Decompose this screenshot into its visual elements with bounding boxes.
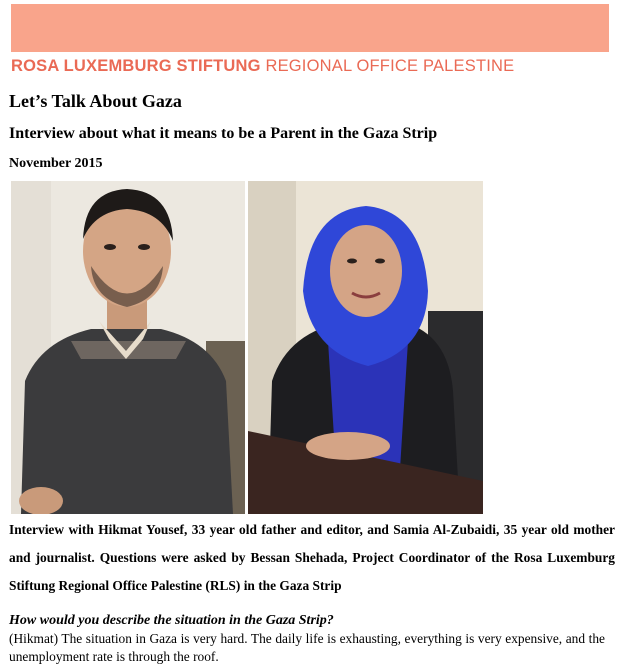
page-title: Let’s Talk About Gaza xyxy=(9,91,182,111)
brand-name: ROSA LUXEMBURG STIFTUNG xyxy=(11,57,261,75)
photo-samia-al-zubaidi xyxy=(248,181,483,514)
page-subtitle: Interview about what it means to be a Parent in the Gaza Strip xyxy=(9,125,438,142)
interview-caption: Interview with Hikmat Yousef, 33 year old father and editor, and Samia Al-Zubaidi, 35 year old mother and journalist. Questions were asked by Bessan Shehada, Project Coordinator of the Rosa Luxemburg Stiftung Regional Office Palestine (RLS) in the Gaza Strip xyxy=(9,522,615,593)
photo-hikmat-yousef xyxy=(11,181,245,514)
man-portrait-image xyxy=(11,181,245,514)
header-banner xyxy=(11,4,609,52)
interview-answer: (Hikmat) The situation in Gaza is very hard. The daily life is exhausting, everything is very expensive, and the unemployment rate is through the roof. xyxy=(9,631,605,664)
brand-logo-text xyxy=(11,56,609,76)
interview-question: How would you describe the situation in the Gaza Strip? xyxy=(9,613,334,628)
woman-portrait-image xyxy=(248,181,483,514)
publication-date: November 2015 xyxy=(9,156,103,171)
brand-office: REGIONAL OFFICE PALESTINE xyxy=(265,57,515,75)
